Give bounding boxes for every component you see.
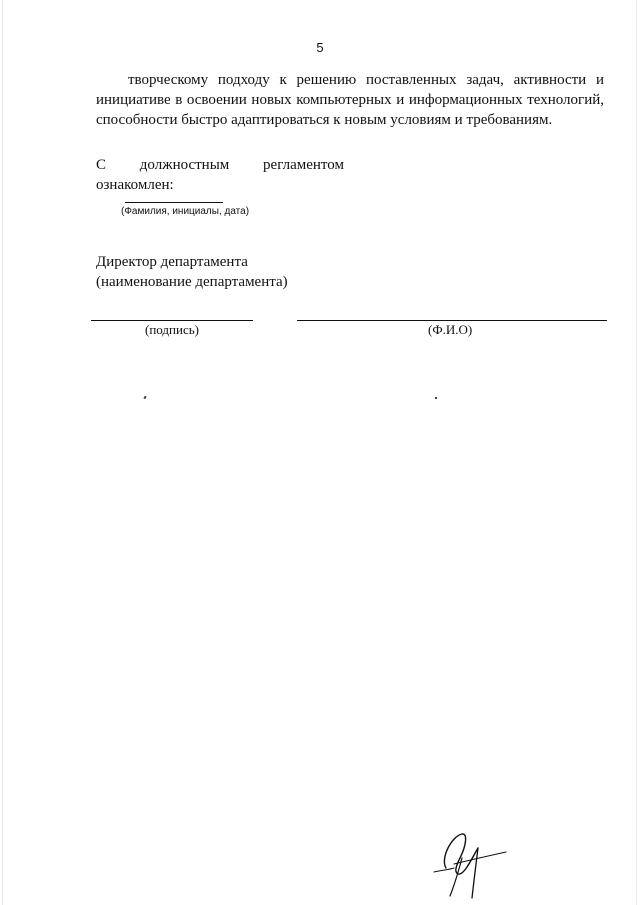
signature-line (91, 320, 253, 321)
scan-speck (435, 397, 437, 399)
body-paragraph: творческому подходу к решению поставленных задач, активности и инициативе в освоении новых компьютерных и информационных технологий, способности быстро адаптироваться к новым условиям и требованиям. (96, 72, 604, 128)
page-number: 5 (316, 40, 324, 55)
fio-line (297, 320, 607, 321)
director-title: Директор департамента (96, 254, 248, 270)
scan-edge-right (636, 0, 637, 905)
scan-edge-left (2, 0, 3, 905)
handwritten-signature-icon (432, 828, 512, 900)
acknowledgement-label: ознакомлен: (96, 177, 174, 193)
director-block (96, 252, 288, 292)
scan-speck (143, 396, 146, 400)
acknowledgement-line: С должностным регламентом (96, 157, 344, 173)
acknowledgement-caption: (Фамилия, инициалы, дата) (121, 206, 250, 217)
acknowledgement-signature-line (125, 202, 223, 203)
department-placeholder: (наименование департамента) (96, 274, 288, 290)
fio-caption: (Ф.И.О) (428, 322, 473, 337)
signature-caption: (подпись) (145, 322, 199, 337)
